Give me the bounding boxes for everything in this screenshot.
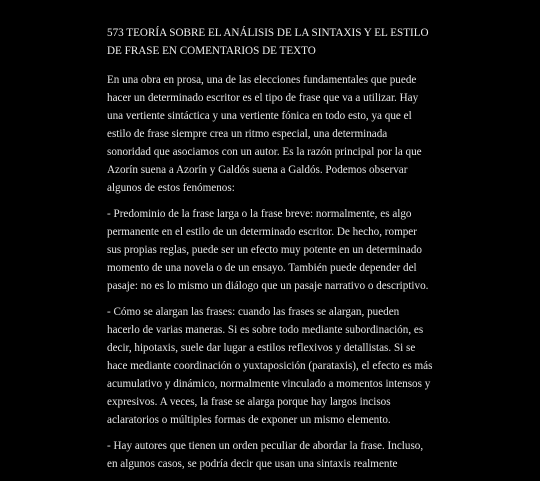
paragraph-alargar-frases: - Cómo se alargan las frases: cuando las frases se alargan, pueden hacerlo de varias maneras. Si es sobre todo mediante subordinación, es decir, hipotaxis, suele dar lugar a estilos reflexivos y detallistas. Si se hace mediante coordinación o yuxtaposición (parataxis), el efecto es más acumulativo y dinámico, normalmente vinculado a momentos intensos y expresivos. A veces, la frase se alarga porque hay largos incisos aclaratorios o múltiples formas de exponer un mismo elemento. bbox=[107, 306, 433, 426]
document-page bbox=[107, 24, 433, 481]
paragraph-intro: En una obra en prosa, una de las elecciones fundamentales que puede hacer un determinado escritor es el tipo de frase que va a utilizar. Hay una vertiente sintáctica y una vertiente fónica en todo esto, ya que el estilo de frase siempre crea un ritmo especial, una determinada sonoridad que asociamos con un autor. Es la razón principal por la que Azorín suena a Azorín y Galdós suena a Galdós. Podemos observar algunos de estos fenómenos: bbox=[107, 74, 422, 194]
paragraph-frase-larga-breve: - Predominio de la frase larga o la frase breve: normalmente, es algo permanente en el estilo de un determinado escritor. De hecho, romper sus propias reglas, puede ser un efecto muy potente en un determinado momento de una novela o de un ensayo. También puede depender del pasaje: no es lo mismo un diálogo que un pasaje narrativo o descriptivo. bbox=[107, 208, 429, 292]
paragraph-orden-peculiar: - Hay autores que tienen un orden peculiar de abordar la frase. Incluso, en algunos casos, se podría decir que usan una sintaxis realmente bbox=[107, 440, 424, 470]
document-title: 573 TEORÍA SOBRE EL ANÁLISIS DE LA SINTAXIS Y EL ESTILO DE FRASE EN COMENTARIOS DE TEXTO bbox=[107, 27, 429, 57]
